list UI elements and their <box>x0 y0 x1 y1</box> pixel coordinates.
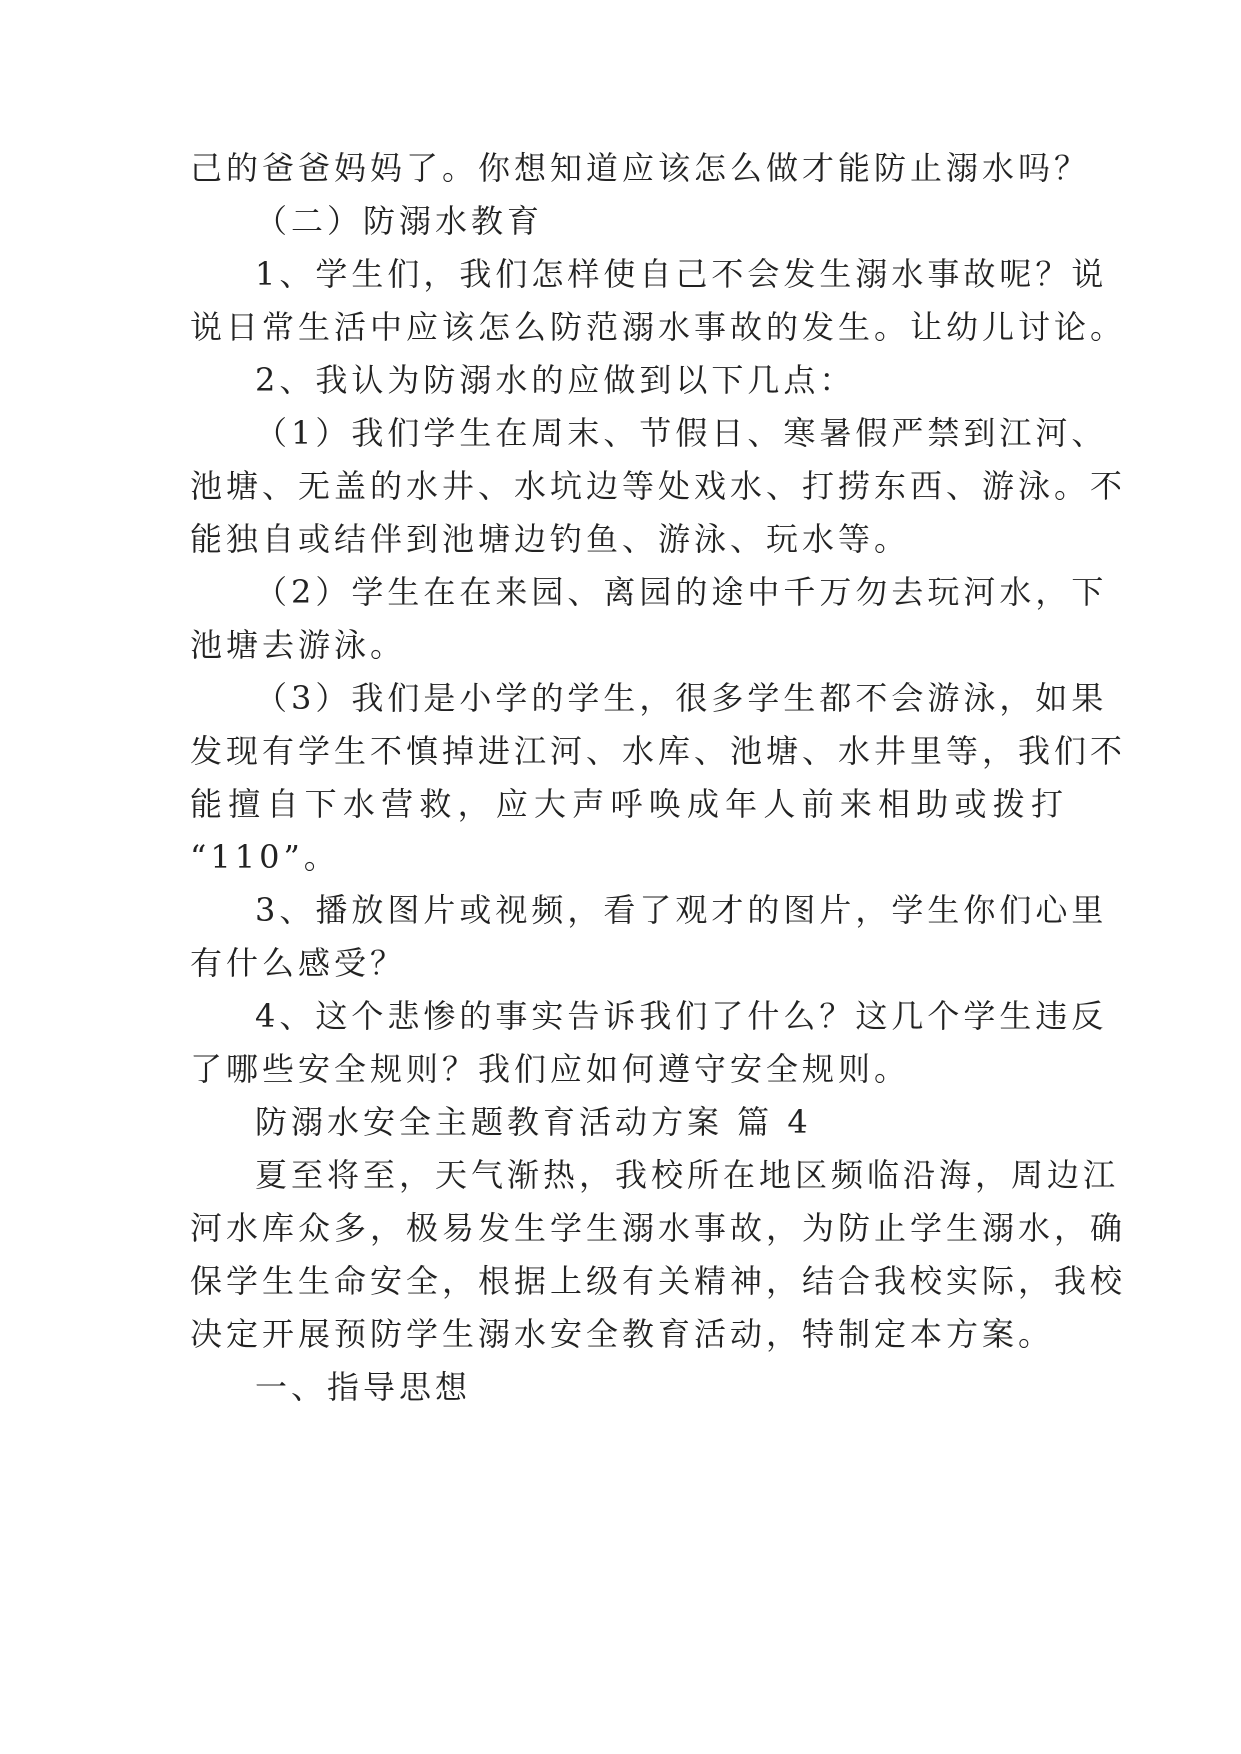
text-line: 河水库众多，极易发生学生溺水事故，为防止学生溺水，确 <box>190 1209 1127 1247</box>
text-line: 2、我认为防溺水的应做到以下几点： <box>255 361 856 399</box>
text-line: 1、学生们，我们怎样使自己不会发生溺水事故呢？说 <box>255 255 1108 293</box>
text-line: “110”。 <box>190 838 340 876</box>
chapter-title: 防溺水安全主题教育活动方案 篇 4 <box>255 1103 812 1141</box>
text-line: （1）我们学生在周末、节假日、寒暑假严禁到江河、 <box>255 414 1108 452</box>
text-line: 保学生生命安全，根据上级有关精神，结合我校实际，我校 <box>190 1262 1127 1300</box>
text-line: 发现有学生不慎掉进江河、水库、池塘、水井里等，我们不 <box>190 732 1127 770</box>
text-line: 了哪些安全规则？我们应如何遵守安全规则。 <box>190 1050 911 1088</box>
section-heading: （二）防溺水教育 <box>255 202 544 240</box>
text-line: （2）学生在在来园、离园的途中千万勿去玩河水，下 <box>255 573 1108 611</box>
text-line: 能独自或结伴到池塘边钓鱼、游泳、玩水等。 <box>190 520 911 558</box>
section-heading: 一、指导思想 <box>255 1368 472 1406</box>
text-line: 说日常生活中应该怎么防范溺水事故的发生。让幼儿讨论。 <box>190 308 1127 346</box>
text-line: （3）我们是小学的学生，很多学生都不会游泳，如果 <box>255 679 1108 717</box>
text-line: 己的爸爸妈妈了。你想知道应该怎么做才能防止溺水吗？ <box>190 149 1091 187</box>
text-line: 有什么感受？ <box>190 944 407 982</box>
text-line: 3、播放图片或视频，看了观才的图片，学生你们心里 <box>255 891 1108 929</box>
text-line: 池塘、无盖的水井、水坑边等处戏水、打捞东西、游泳。不 <box>190 467 1127 505</box>
text-line: 能擅自下水营救，应大声呼唤成年人前来相助或拨打 <box>190 785 1065 823</box>
text-line: 池塘去游泳。 <box>190 626 407 664</box>
text-line: 决定开展预防学生溺水安全教育活动，特制定本方案。 <box>190 1315 1055 1353</box>
text-line: 4、这个悲惨的事实告诉我们了什么？这几个学生违反 <box>255 997 1108 1035</box>
text-line: 夏至将至，天气渐热，我校所在地区频临沿海，周边江 <box>255 1156 1120 1194</box>
